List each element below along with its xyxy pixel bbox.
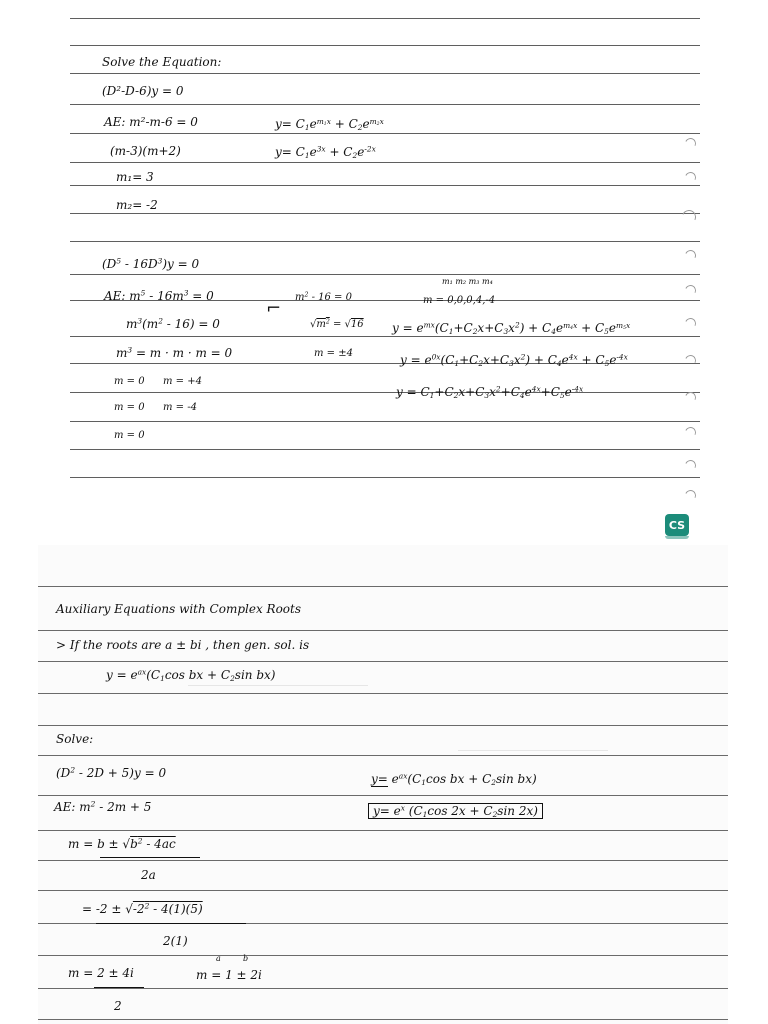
ruled-line	[38, 890, 728, 891]
general-solution-1: $y= C_1e^{m_1x} + C_2e^{m_2x}$	[275, 116, 384, 132]
final-solution-2: $y = C_1+C_2x+C_3x^2+C_4e^{4x}+C_5e^{-4x}$	[396, 384, 584, 400]
fraction-bar	[96, 923, 246, 924]
ruled-line	[70, 45, 700, 46]
ruled-line	[38, 1019, 728, 1020]
notebook-page-1	[70, 0, 700, 505]
final-answer-box: $y= e^x$ ($C_1\cos$ $2x + C_2\sin$ 2x)	[368, 803, 543, 819]
ruled-line	[70, 336, 700, 337]
auxiliary-equation-1: AE: m²-m-6 = 0	[104, 115, 198, 129]
root-a3: m = 0	[114, 430, 145, 441]
ruled-line	[38, 988, 728, 989]
bleed-through	[458, 750, 608, 751]
side-root: m = ±4	[314, 348, 353, 359]
ruled-line	[70, 421, 700, 422]
simplified-roots: m = 1 ± 2i	[196, 968, 262, 982]
ruled-line	[70, 18, 700, 19]
section-heading: Auxiliary Equations with Complex Roots	[56, 602, 301, 616]
quadratic-formula-denominator: 2a	[141, 868, 156, 882]
side-arrow: ⌐	[266, 298, 282, 319]
binder-ring	[683, 136, 697, 150]
ruled-line	[70, 213, 700, 214]
ruled-line	[70, 162, 700, 163]
equation-2: $(D^5 - 16D^3)y = 0$	[102, 256, 200, 271]
root-a2: m = 0	[114, 402, 145, 413]
particular-solution-1: $y= C_1e^{3x} + C_2e^{-2x}$	[275, 144, 376, 160]
ruled-line	[38, 755, 728, 756]
binder-ring	[683, 425, 697, 439]
ruled-line	[70, 241, 700, 242]
quadratic-formula-numerator: $m = b \pm √b^2 - 4ac$	[68, 836, 176, 851]
notebook-page-2	[38, 545, 728, 1024]
result-numerator: m = 2 ± 4i	[68, 966, 134, 980]
complex-roots-rule: > If the roots are a ± bi , then gen. sol. is	[56, 638, 310, 652]
page-title: Solve the Equation:	[102, 55, 222, 69]
ruled-line	[38, 693, 728, 694]
a-mark: a	[216, 954, 221, 963]
ruled-line	[38, 830, 728, 831]
side-sqrt: $√m^2 = √16$	[310, 318, 364, 330]
binder-ring	[683, 458, 697, 472]
ruled-line	[70, 185, 700, 186]
complex-roots-formula: $y = e^{ax}(C_1\cos$ bx + $C_2\sin$ bx)	[106, 667, 276, 683]
roots-values: m = 0,0,0,4,-4	[423, 295, 496, 306]
substituted-denominator: 2(1)	[163, 934, 188, 948]
auxiliary-equation-3: AE: $m^2 - 2m + 5$	[54, 799, 152, 814]
ruled-line	[38, 860, 728, 861]
ruled-line	[38, 586, 728, 587]
factored-equation-2: $m^3(m^2 - 16) = 0$	[126, 316, 220, 331]
equation-3: $(D^2 - 2D + 5)y = 0$	[56, 765, 167, 780]
b-mark: b	[243, 954, 249, 963]
binder-ring	[683, 353, 697, 367]
equation-1: (D²-D-6)y = 0	[102, 84, 184, 98]
binder-ring	[683, 283, 697, 297]
root-b2: m = -4	[163, 402, 197, 413]
roots-header: m₁ m₂ m₃ m₄	[442, 277, 493, 286]
factored-equation-1: (m-3)(m+2)	[110, 144, 181, 158]
binder-ring	[683, 170, 697, 184]
general-solution-2: $y = e^{mx}(C_1+C_2x+C_3x^2) + C_4e^{m_4x} + C_5e^{m_5x}$	[392, 320, 631, 336]
ruled-line	[38, 630, 728, 631]
binder-ring	[683, 316, 697, 330]
ruled-line	[38, 955, 728, 956]
ruled-line	[70, 392, 700, 393]
root-m2: m₂= -2	[116, 198, 158, 212]
ruled-line	[38, 661, 728, 662]
ruled-line	[70, 449, 700, 450]
root-a1: m = 0	[114, 376, 145, 387]
substituted-numerator: = $-2 \pm √-2^2 - 4(1)(5)$	[82, 901, 203, 916]
fraction-bar	[94, 987, 144, 988]
root-b1: m = +4	[163, 376, 202, 387]
fraction-bar	[100, 857, 200, 858]
ruled-line	[70, 477, 700, 478]
result-denominator: 2	[114, 999, 122, 1013]
ruled-line	[70, 274, 700, 275]
binder-ring	[683, 248, 697, 262]
solve-label: Solve:	[56, 732, 94, 746]
ruled-line	[70, 133, 700, 134]
root-m1: m₁= 3	[116, 170, 154, 184]
ruled-line	[70, 104, 700, 105]
general-solution-3: $y= e^{ax}(C_1\cos$ bx + $C_2\sin$ bx)	[371, 771, 537, 787]
camscanner-logo-icon: CS	[665, 514, 689, 536]
ruled-line	[38, 725, 728, 726]
ruled-line	[70, 73, 700, 74]
binder-ring	[683, 488, 697, 502]
binder-ring	[680, 208, 698, 226]
substituted-solution-2: $y = e^{0x}(C_1+C_2x+C_3x^2) + C_4e^{4x} + C_5e^{-4x}$	[400, 352, 628, 368]
ruled-line	[38, 795, 728, 796]
expanded-roots: $m^3 = m \cdot m \cdot m = 0$	[116, 345, 233, 360]
side-equation: $m^2 - 16 = 0$	[295, 291, 352, 303]
auxiliary-equation-2: AE: $m^5 - 16m^3 = 0$	[104, 288, 214, 303]
bleed-through	[188, 685, 368, 686]
